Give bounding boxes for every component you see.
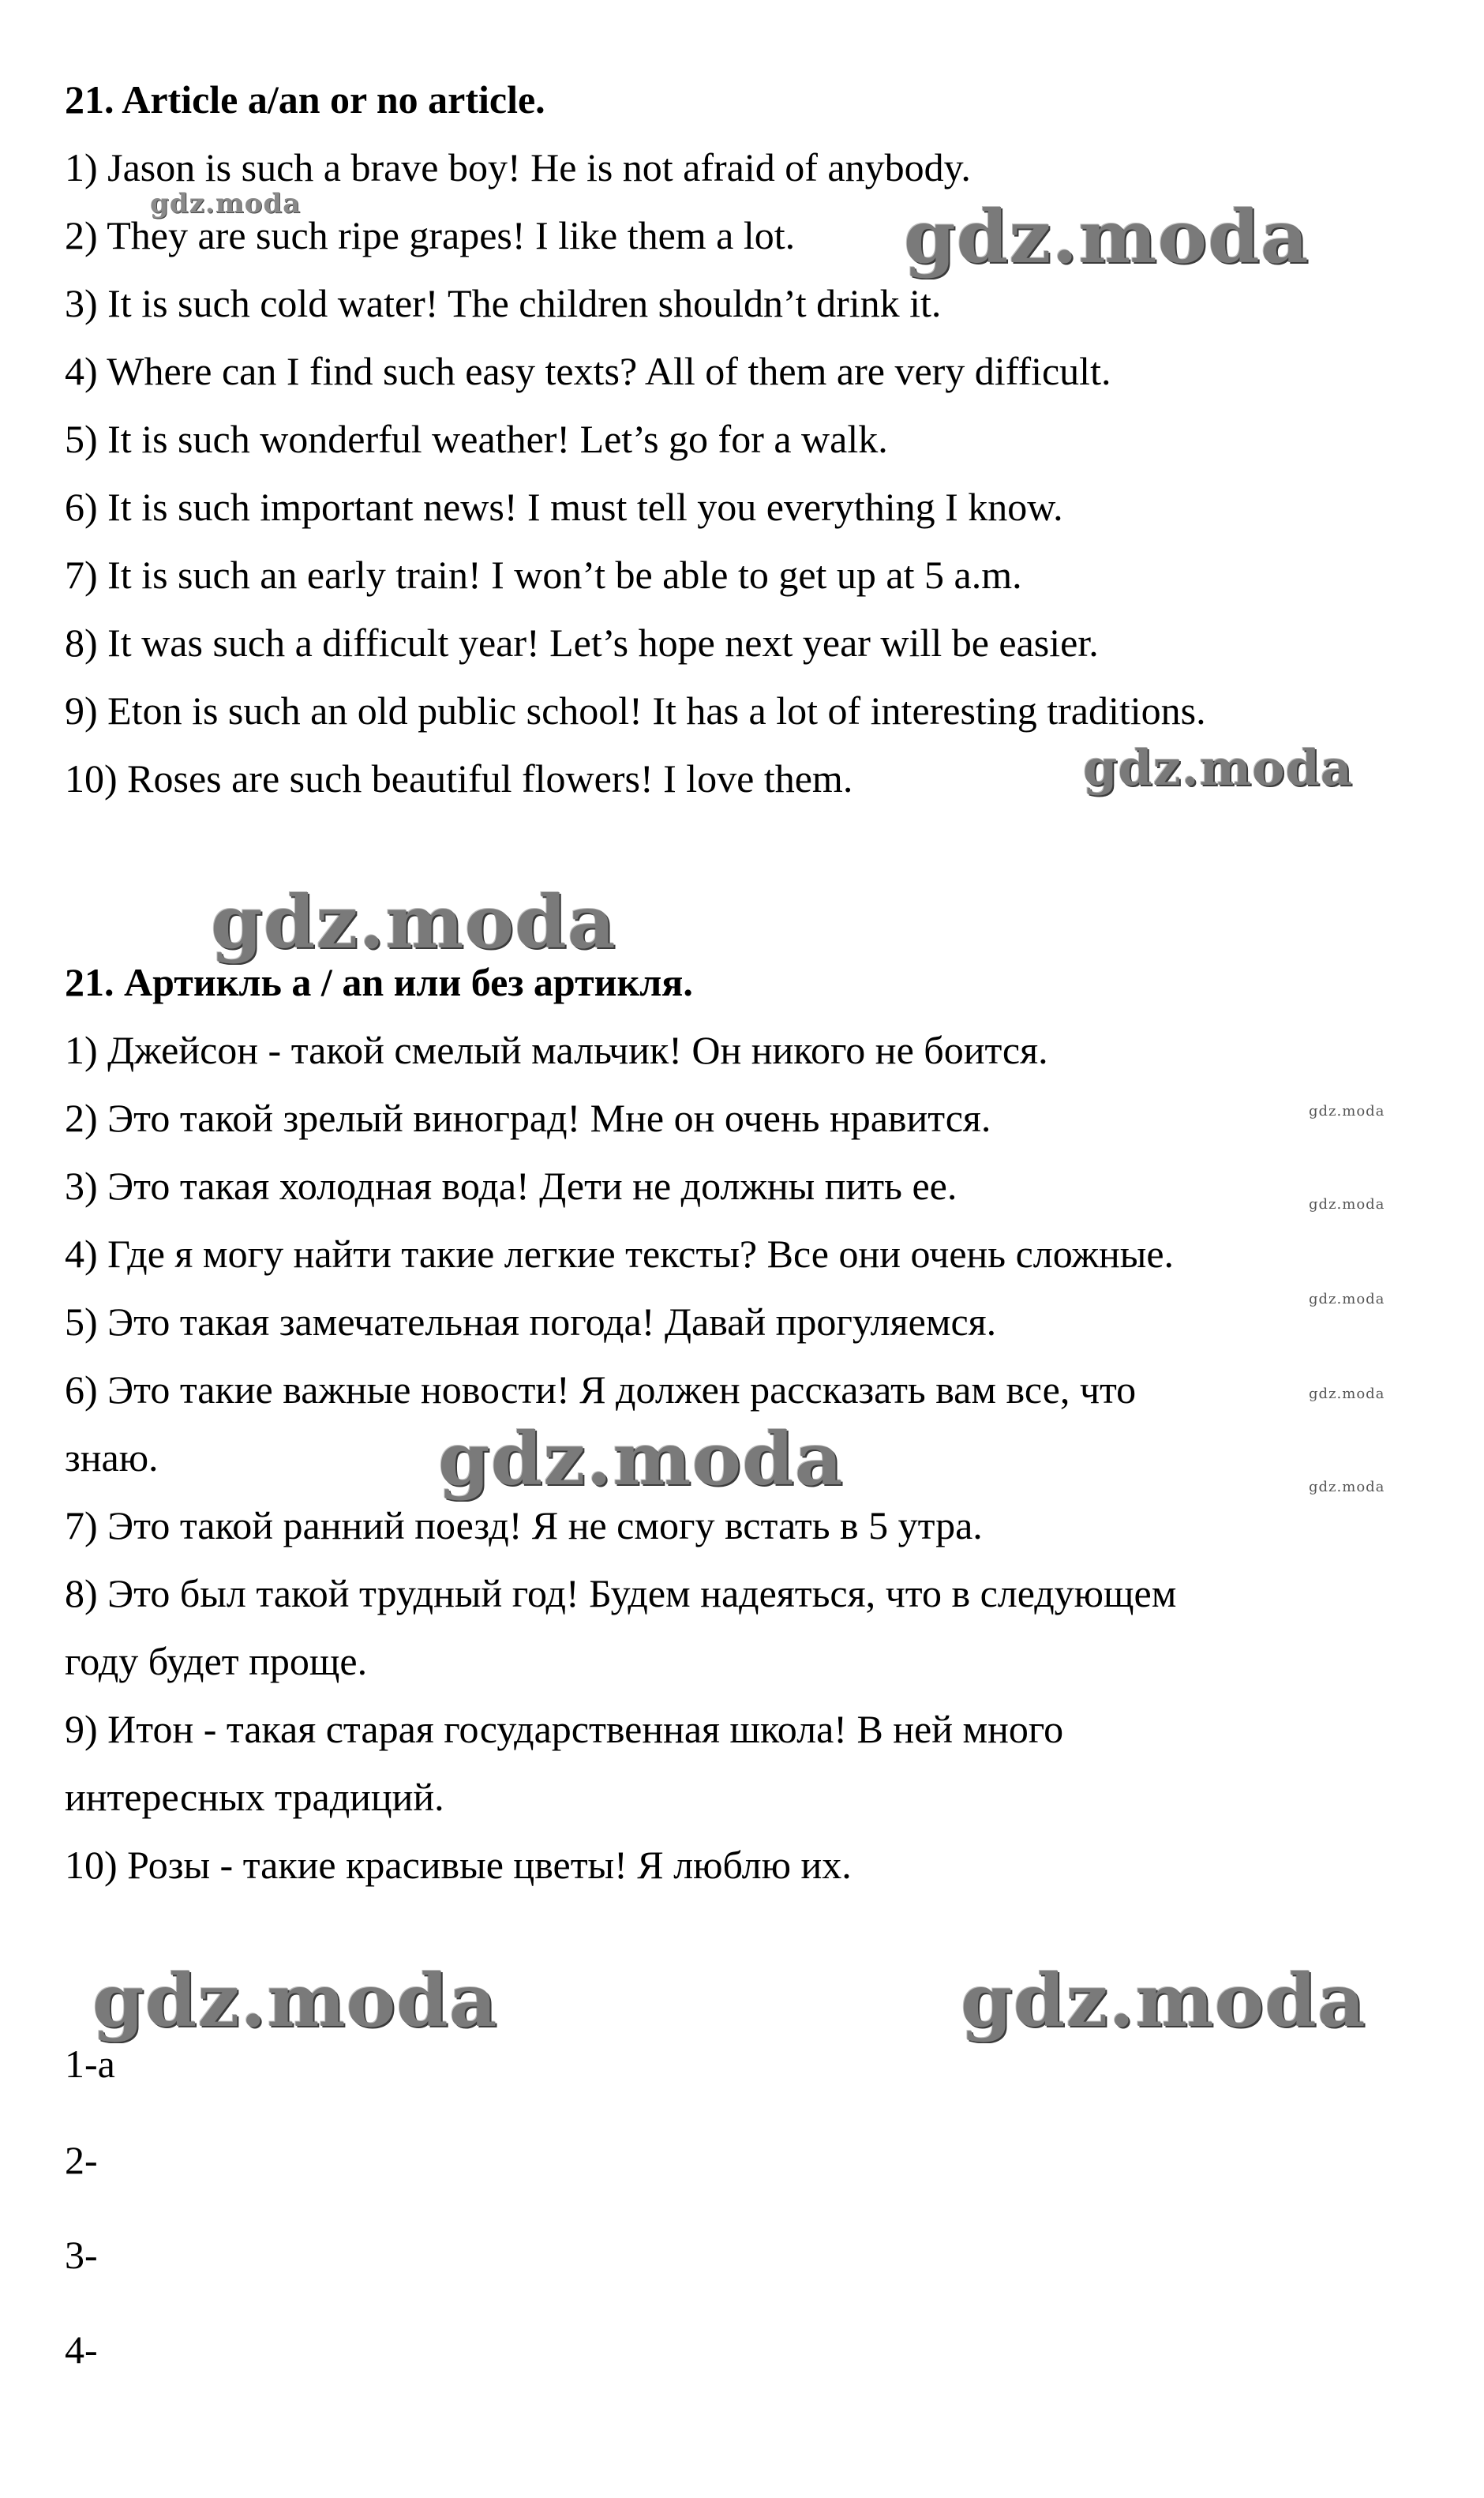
russian-heading: 21. Артикль a / an или без артикля.: [65, 960, 693, 1004]
english-line: 9) Eton is such an old public school! It has a lot of interesting traditions.: [65, 688, 1206, 733]
english-line: 3) It is such cold water! The children shouldn’t drink it.: [65, 281, 942, 325]
english-line: 7) It is such an early train! I won’t be able to get up at 5 a.m.: [65, 553, 1022, 597]
watermark: gdz.moda: [1309, 1291, 1385, 1307]
watermark: gdz.moda: [1083, 739, 1353, 797]
watermark: gdz.moda: [437, 1416, 844, 1502]
english-line: 6) It is such important news! I must tell you everything I know.: [65, 485, 1063, 529]
answer-item: 4-: [65, 2327, 98, 2372]
russian-line: 3) Это такая холодная вода! Дети не должны пить ее.: [65, 1164, 957, 1208]
answer-item: 1-a: [65, 2042, 115, 2086]
russian-line: 2) Это такой зрелый виноград! Мне он очень нравится.: [65, 1096, 991, 1140]
answer-item: 3-: [65, 2233, 98, 2277]
watermark: gdz.moda: [210, 880, 616, 965]
watermark: gdz.moda: [1309, 1479, 1385, 1495]
watermark: gdz.moda: [92, 1958, 498, 2043]
watermark: gdz.moda: [150, 188, 302, 219]
english-heading: 21. Article a/an or no article.: [65, 77, 545, 122]
answer-item: 2-: [65, 2138, 98, 2182]
english-line: 2) They are such ripe grapes! I like them a lot.: [65, 213, 796, 257]
russian-line: 10) Розы - такие красивые цветы! Я люблю их.: [65, 1843, 852, 1887]
russian-line: знаю.: [65, 1435, 159, 1480]
english-line: 8) It was such a difficult year! Let’s hope next year will be easier.: [65, 621, 1099, 665]
english-line: 5) It is such wonderful weather! Let’s go for a walk.: [65, 417, 888, 461]
watermark: gdz.moda: [903, 194, 1310, 279]
watermark: gdz.moda: [1309, 1196, 1385, 1213]
russian-line: 8) Это был такой трудный год! Будем надеяться, что в следующем: [65, 1571, 1177, 1615]
watermark: gdz.moda: [960, 1958, 1366, 2043]
russian-line: 5) Это такая замечательная погода! Давай прогуляемся.: [65, 1300, 997, 1344]
russian-line: году будет проще.: [65, 1639, 368, 1683]
russian-line: 9) Итон - такая старая государственная школа! В ней много: [65, 1707, 1064, 1751]
english-line: 10) Roses are such beautiful flowers! I love them.: [65, 756, 853, 801]
russian-line: 6) Это такие важные новости! Я должен рассказать вам все, что: [65, 1367, 1137, 1412]
russian-line: интересных традиций.: [65, 1775, 444, 1819]
russian-line: 1) Джейсон - такой смелый мальчик! Он никого не боится.: [65, 1028, 1048, 1072]
watermark: gdz.moda: [1309, 1386, 1385, 1402]
watermark: gdz.moda: [1309, 1103, 1385, 1120]
english-line: 4) Where can I find such easy texts? All of them are very difficult.: [65, 349, 1111, 393]
russian-line: 4) Где я могу найти такие легкие тексты? Все они очень сложные.: [65, 1232, 1175, 1276]
russian-line: 7) Это такой ранний поезд! Я не смогу встать в 5 утра.: [65, 1503, 983, 1547]
english-line: 1) Jason is such a brave boy! He is not afraid of anybody.: [65, 145, 971, 189]
